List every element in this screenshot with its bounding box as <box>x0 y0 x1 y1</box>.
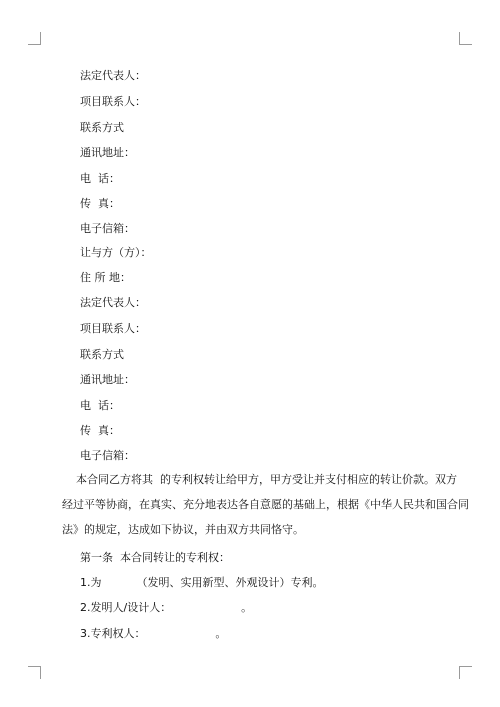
preamble-line: 法》的规定，达成如下协议，并由双方共同恪守。 <box>62 523 304 536</box>
field-fax-2: 传 真： <box>80 424 120 437</box>
crop-mark-bottom-left <box>28 666 41 679</box>
preamble-line: 本合同乙方将其 的专利权转让给甲方，甲方受让并支付相应的转让价款。双方 <box>62 473 457 486</box>
field-phone-2: 电 话： <box>80 399 120 412</box>
field-mailing-address-2: 通讯地址： <box>80 373 135 386</box>
field-contact-method-2: 联系方式 <box>80 348 124 361</box>
field-fax: 传 真： <box>80 197 120 210</box>
field-legal-representative-2: 法定代表人： <box>80 296 146 309</box>
field-legal-representative: 法定代表人： <box>80 69 146 82</box>
crop-mark-top-left <box>28 32 41 45</box>
field-email-2: 电子信箱： <box>80 449 135 462</box>
field-contact-method: 联系方式 <box>80 121 124 134</box>
preamble-line: 经过平等协商，在真实、充分地表达各自意愿的基础上，根据《中华人民共和国合同 <box>62 498 469 511</box>
article-item-patentee: 3.专利权人： 。 <box>80 627 227 640</box>
field-mailing-address: 通讯地址： <box>80 146 135 159</box>
article-item-inventor: 2.发明人/设计人： 。 <box>80 601 253 614</box>
crop-mark-bottom-right <box>459 666 472 679</box>
article-item-patent-type: 1.为 （发明、实用新型、外观设计）专利。 <box>80 576 324 589</box>
field-email: 电子信箱： <box>80 222 135 235</box>
field-project-contact-2: 项目联系人： <box>80 322 146 335</box>
article-heading: 第一条 本合同转让的专利权： <box>80 551 230 564</box>
contract-preamble <box>62 467 469 542</box>
crop-mark-top-right <box>459 32 472 45</box>
field-assignor: 让与方（方）： <box>80 246 152 259</box>
field-domicile: 住 所 地： <box>80 271 131 284</box>
field-project-contact: 项目联系人： <box>80 95 146 108</box>
field-phone: 电 话： <box>80 172 120 185</box>
